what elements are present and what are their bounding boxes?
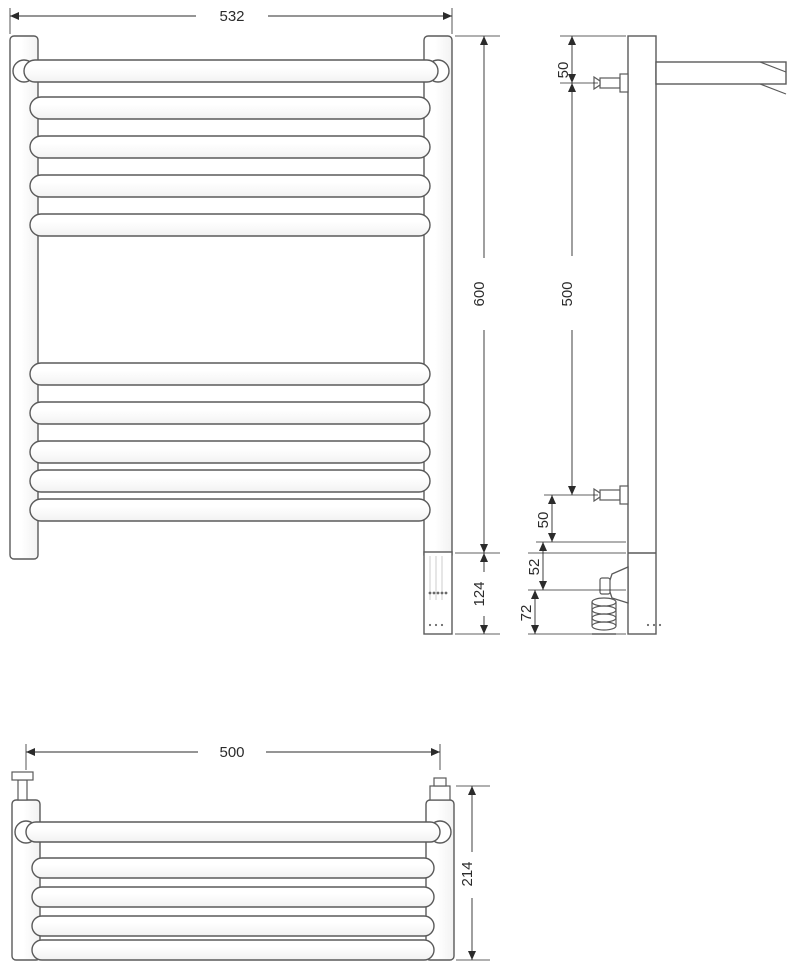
- dim-front-lower-offset: [471, 553, 488, 634]
- dim-top-width: [26, 744, 440, 761]
- front-heating-block: [424, 552, 452, 634]
- dim-front-height-text: 600: [471, 281, 488, 307]
- side-cable-gland: [592, 567, 628, 634]
- dim-front-width-text: 532: [219, 8, 245, 25]
- dim-side-bottom-offset-text: 50: [535, 511, 552, 529]
- side-top-arm: [656, 62, 786, 94]
- dim-side-center-height: [559, 83, 576, 495]
- dim-side-top-offset: [555, 36, 572, 83]
- front-rungs: [24, 60, 438, 521]
- side-view: [518, 36, 786, 634]
- dim-side-cable-72: [518, 590, 535, 634]
- dim-side-cable-72-text: 72: [518, 604, 535, 622]
- dim-side-connector-52: [526, 542, 543, 590]
- side-cable-coil: [592, 598, 616, 634]
- side-lower-connector: [594, 486, 628, 504]
- dim-top-depth: [459, 786, 476, 960]
- dim-side-bottom-offset: [535, 495, 552, 542]
- dim-side-connector-52-text: 52: [526, 558, 543, 576]
- dim-front-height: [471, 36, 488, 553]
- dim-top-width-text: 500: [219, 744, 245, 761]
- side-upper-connector: [594, 74, 628, 92]
- dim-top-depth-text: 214: [459, 861, 476, 887]
- top-rungs: [26, 822, 440, 960]
- dim-side-top-offset-text: 50: [555, 61, 572, 79]
- front-view: [10, 8, 500, 634]
- side-body: [628, 36, 656, 634]
- dim-front-lower-offset-text: 124: [471, 581, 488, 607]
- dim-side-center-height-text: 500: [559, 281, 576, 307]
- dim-front-width: [10, 8, 452, 25]
- top-view: [12, 744, 490, 960]
